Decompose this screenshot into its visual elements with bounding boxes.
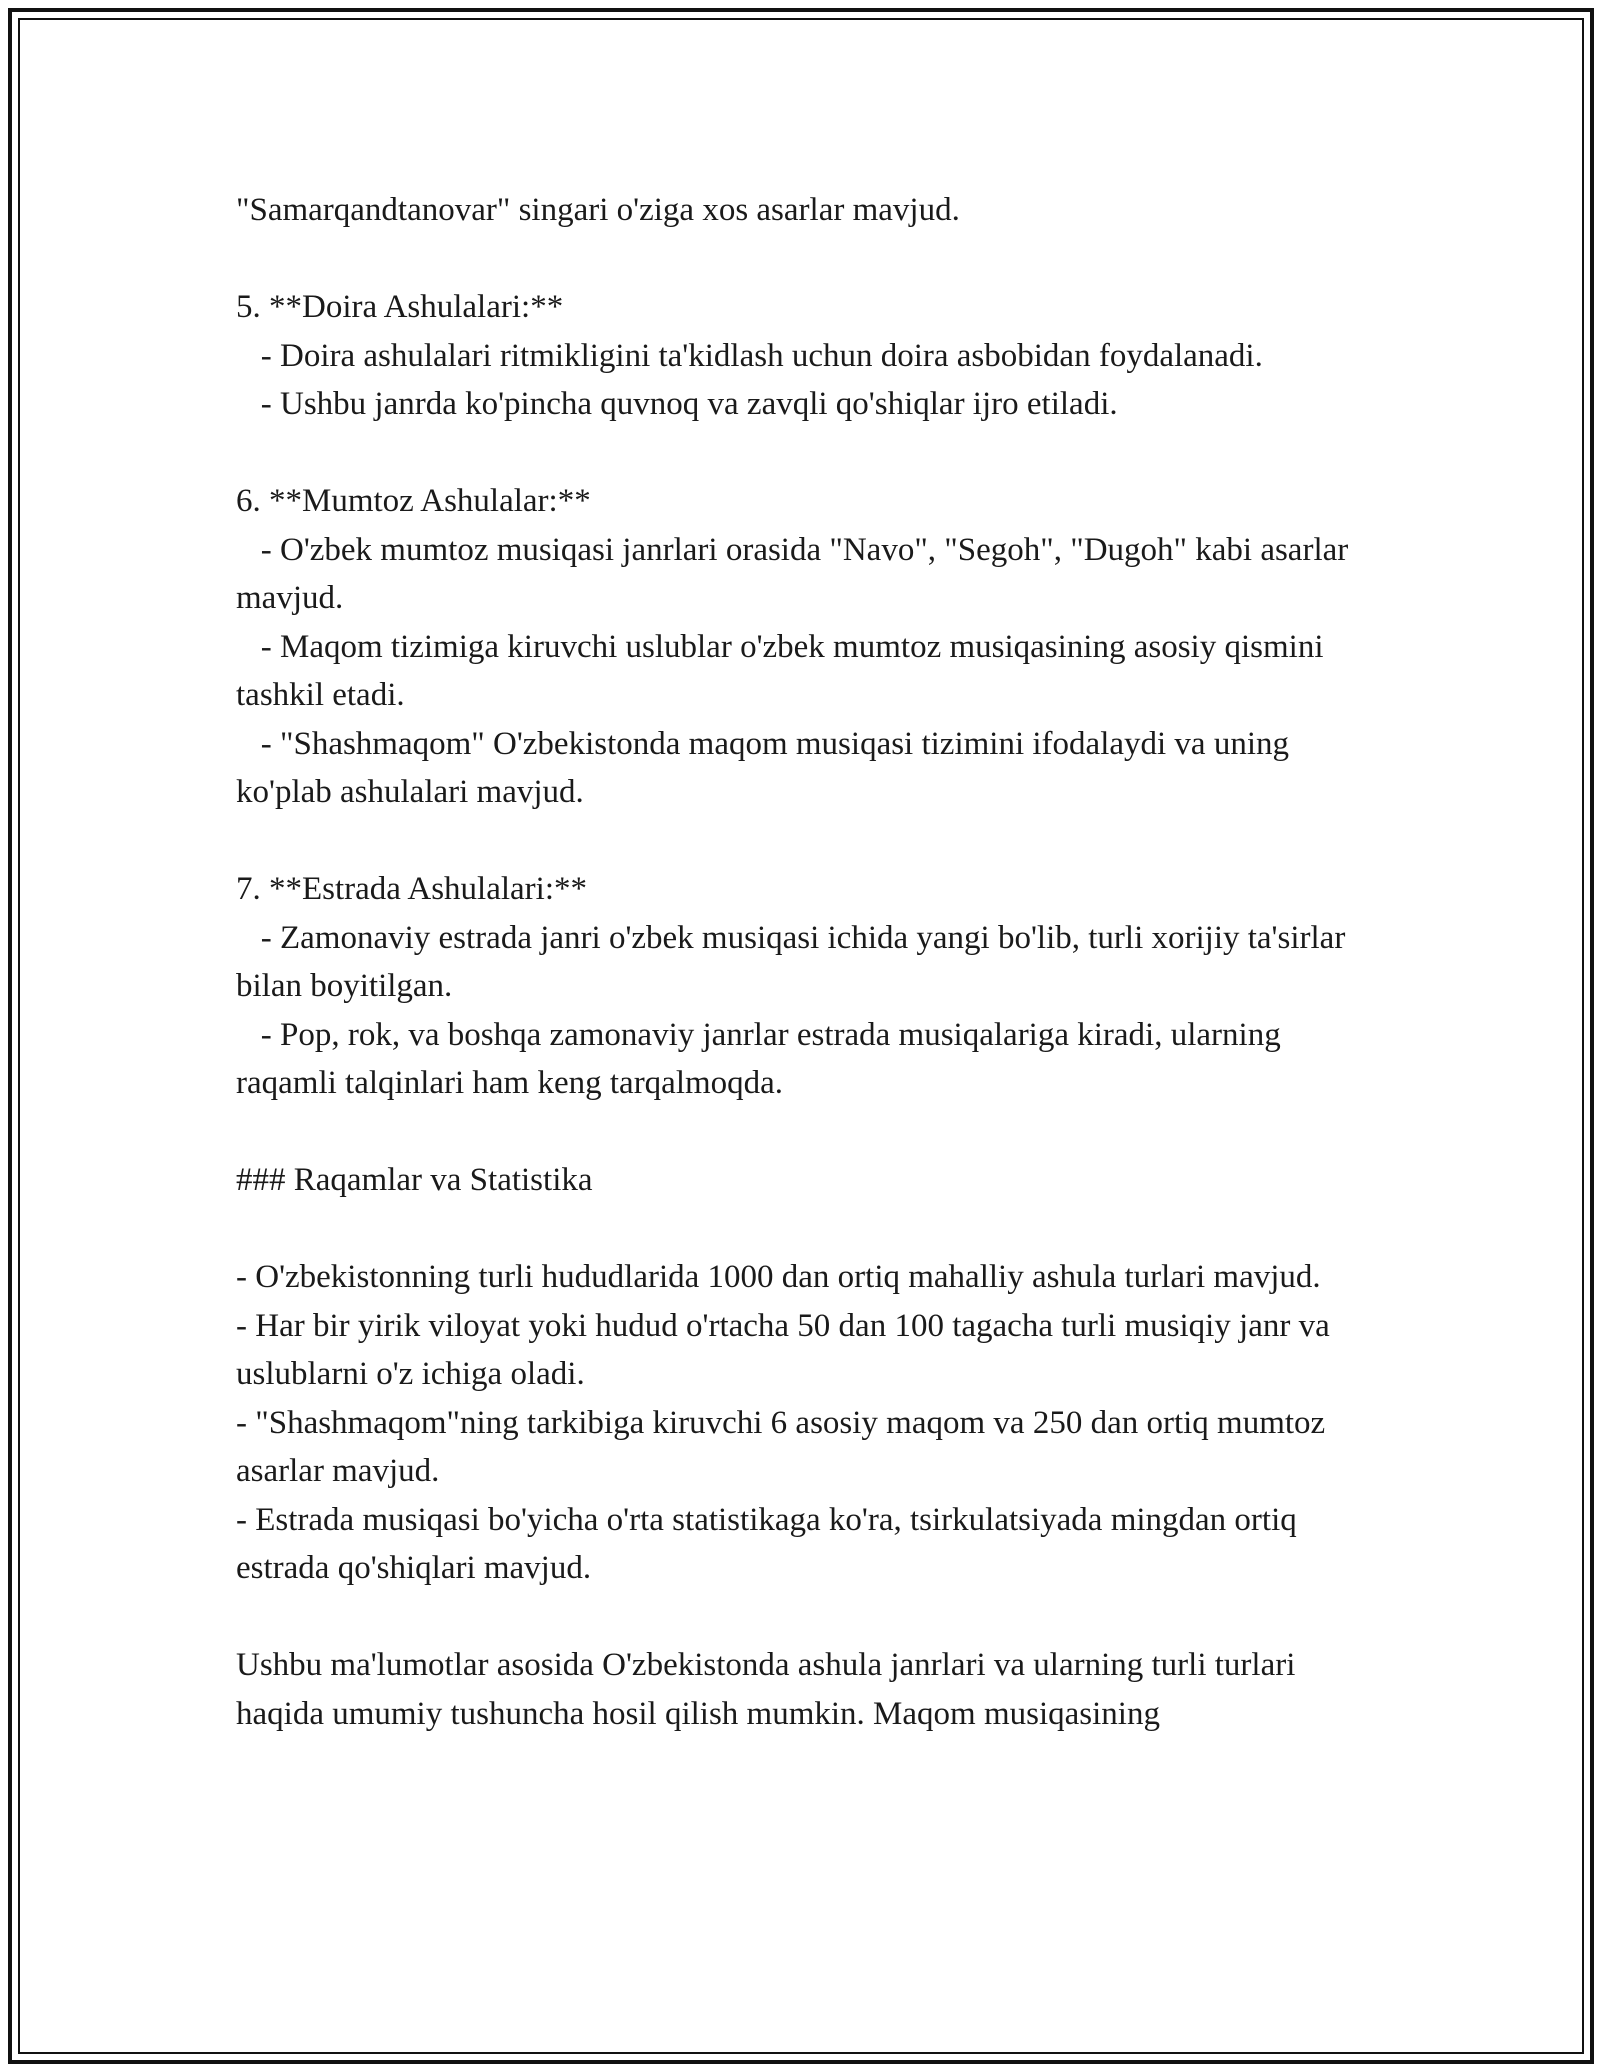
list-item: - Doira ashulalari ritmikligini ta'kidlash uchun doira asbobidan foydalanadi. bbox=[236, 337, 1263, 374]
intro-line: "Samarqandtanovar" singari o'ziga xos asarlar mavjud. bbox=[236, 192, 960, 228]
list-item: - Zamonaviy estrada janri o'zbek musiqasi ichida yangi bo'lib, turli xorijiy ta'sirlar bilan boyitilgan. bbox=[236, 919, 1354, 1004]
blank-line bbox=[236, 1593, 1376, 1642]
list-item: - Har bir yirik viloyat yoki hudud o'rtacha 50 dan 100 tagacha turli musiqiy janr va uslublarni o'z ichiga oladi. bbox=[236, 1307, 1339, 1392]
section-estrada-ashulalari bbox=[236, 865, 1376, 1108]
section-heading: 6. **Mumtoz Ashulalar:** bbox=[236, 483, 591, 519]
list-item: - "Shashmaqom"ning tarkibiga kiruvchi 6 asosiy maqom va 250 dan ortiq mumtoz asarlar mavjud. bbox=[236, 1404, 1334, 1489]
section-heading: 7. **Estrada Ashulalari:** bbox=[236, 871, 588, 907]
list-item: - Pop, rok, va boshqa zamonaviy janrlar estrada musiqalariga kiradi, ularning raqamli talqinlari ham keng tarqalmoqda. bbox=[236, 1016, 1289, 1101]
blank-line bbox=[236, 429, 1376, 478]
blank-line bbox=[236, 235, 1376, 284]
blank-line bbox=[236, 1205, 1376, 1254]
list-item: - O'zbek mumtoz musiqasi janrlari orasida "Navo", "Segoh", "Dugoh" kabi asarlar mavjud. bbox=[236, 531, 1357, 616]
list-item: - Ushbu janrda ko'pincha quvnoq va zavqli qo'shiqlar ijro etiladi. bbox=[236, 386, 1118, 422]
list-item: - Estrada musiqasi bo'yicha o'rta statistikaga ko'ra, tsirkulatsiyada mingdan ortiq estrada qo'shiqlari mavjud. bbox=[236, 1501, 1306, 1586]
stats-heading: ### Raqamlar va Statistika bbox=[236, 1162, 593, 1198]
section-mumtoz-ashulalar bbox=[236, 477, 1376, 817]
list-item: - Maqom tizimiga kiruvchi uslublar o'zbek mumtoz musiqasining asosiy qismini tashkil etadi. bbox=[236, 628, 1332, 713]
blank-line bbox=[236, 1108, 1376, 1157]
section-doira-ashulalari bbox=[236, 283, 1376, 429]
closing-paragraph: Ushbu ma'lumotlar asosida O'zbekistonda ashula janrlari va ularning turli turlari haqida umumiy tushuncha hosil qilish mumkin. Maqom musiqasining bbox=[236, 1647, 1304, 1732]
list-item: - "Shashmaqom" O'zbekistonda maqom musiqasi tizimini ifodalaydi va uning ko'plab ashulalari mavjud. bbox=[236, 725, 1298, 810]
list-item: - O'zbekistonning turli hududlarida 1000 dan ortiq mahalliy ashula turlari mavjud. bbox=[236, 1259, 1321, 1295]
stats-list bbox=[236, 1253, 1376, 1593]
section-heading: 5. **Doira Ashulalari:** bbox=[236, 289, 564, 325]
document-body bbox=[236, 186, 1376, 1738]
blank-line bbox=[236, 817, 1376, 866]
